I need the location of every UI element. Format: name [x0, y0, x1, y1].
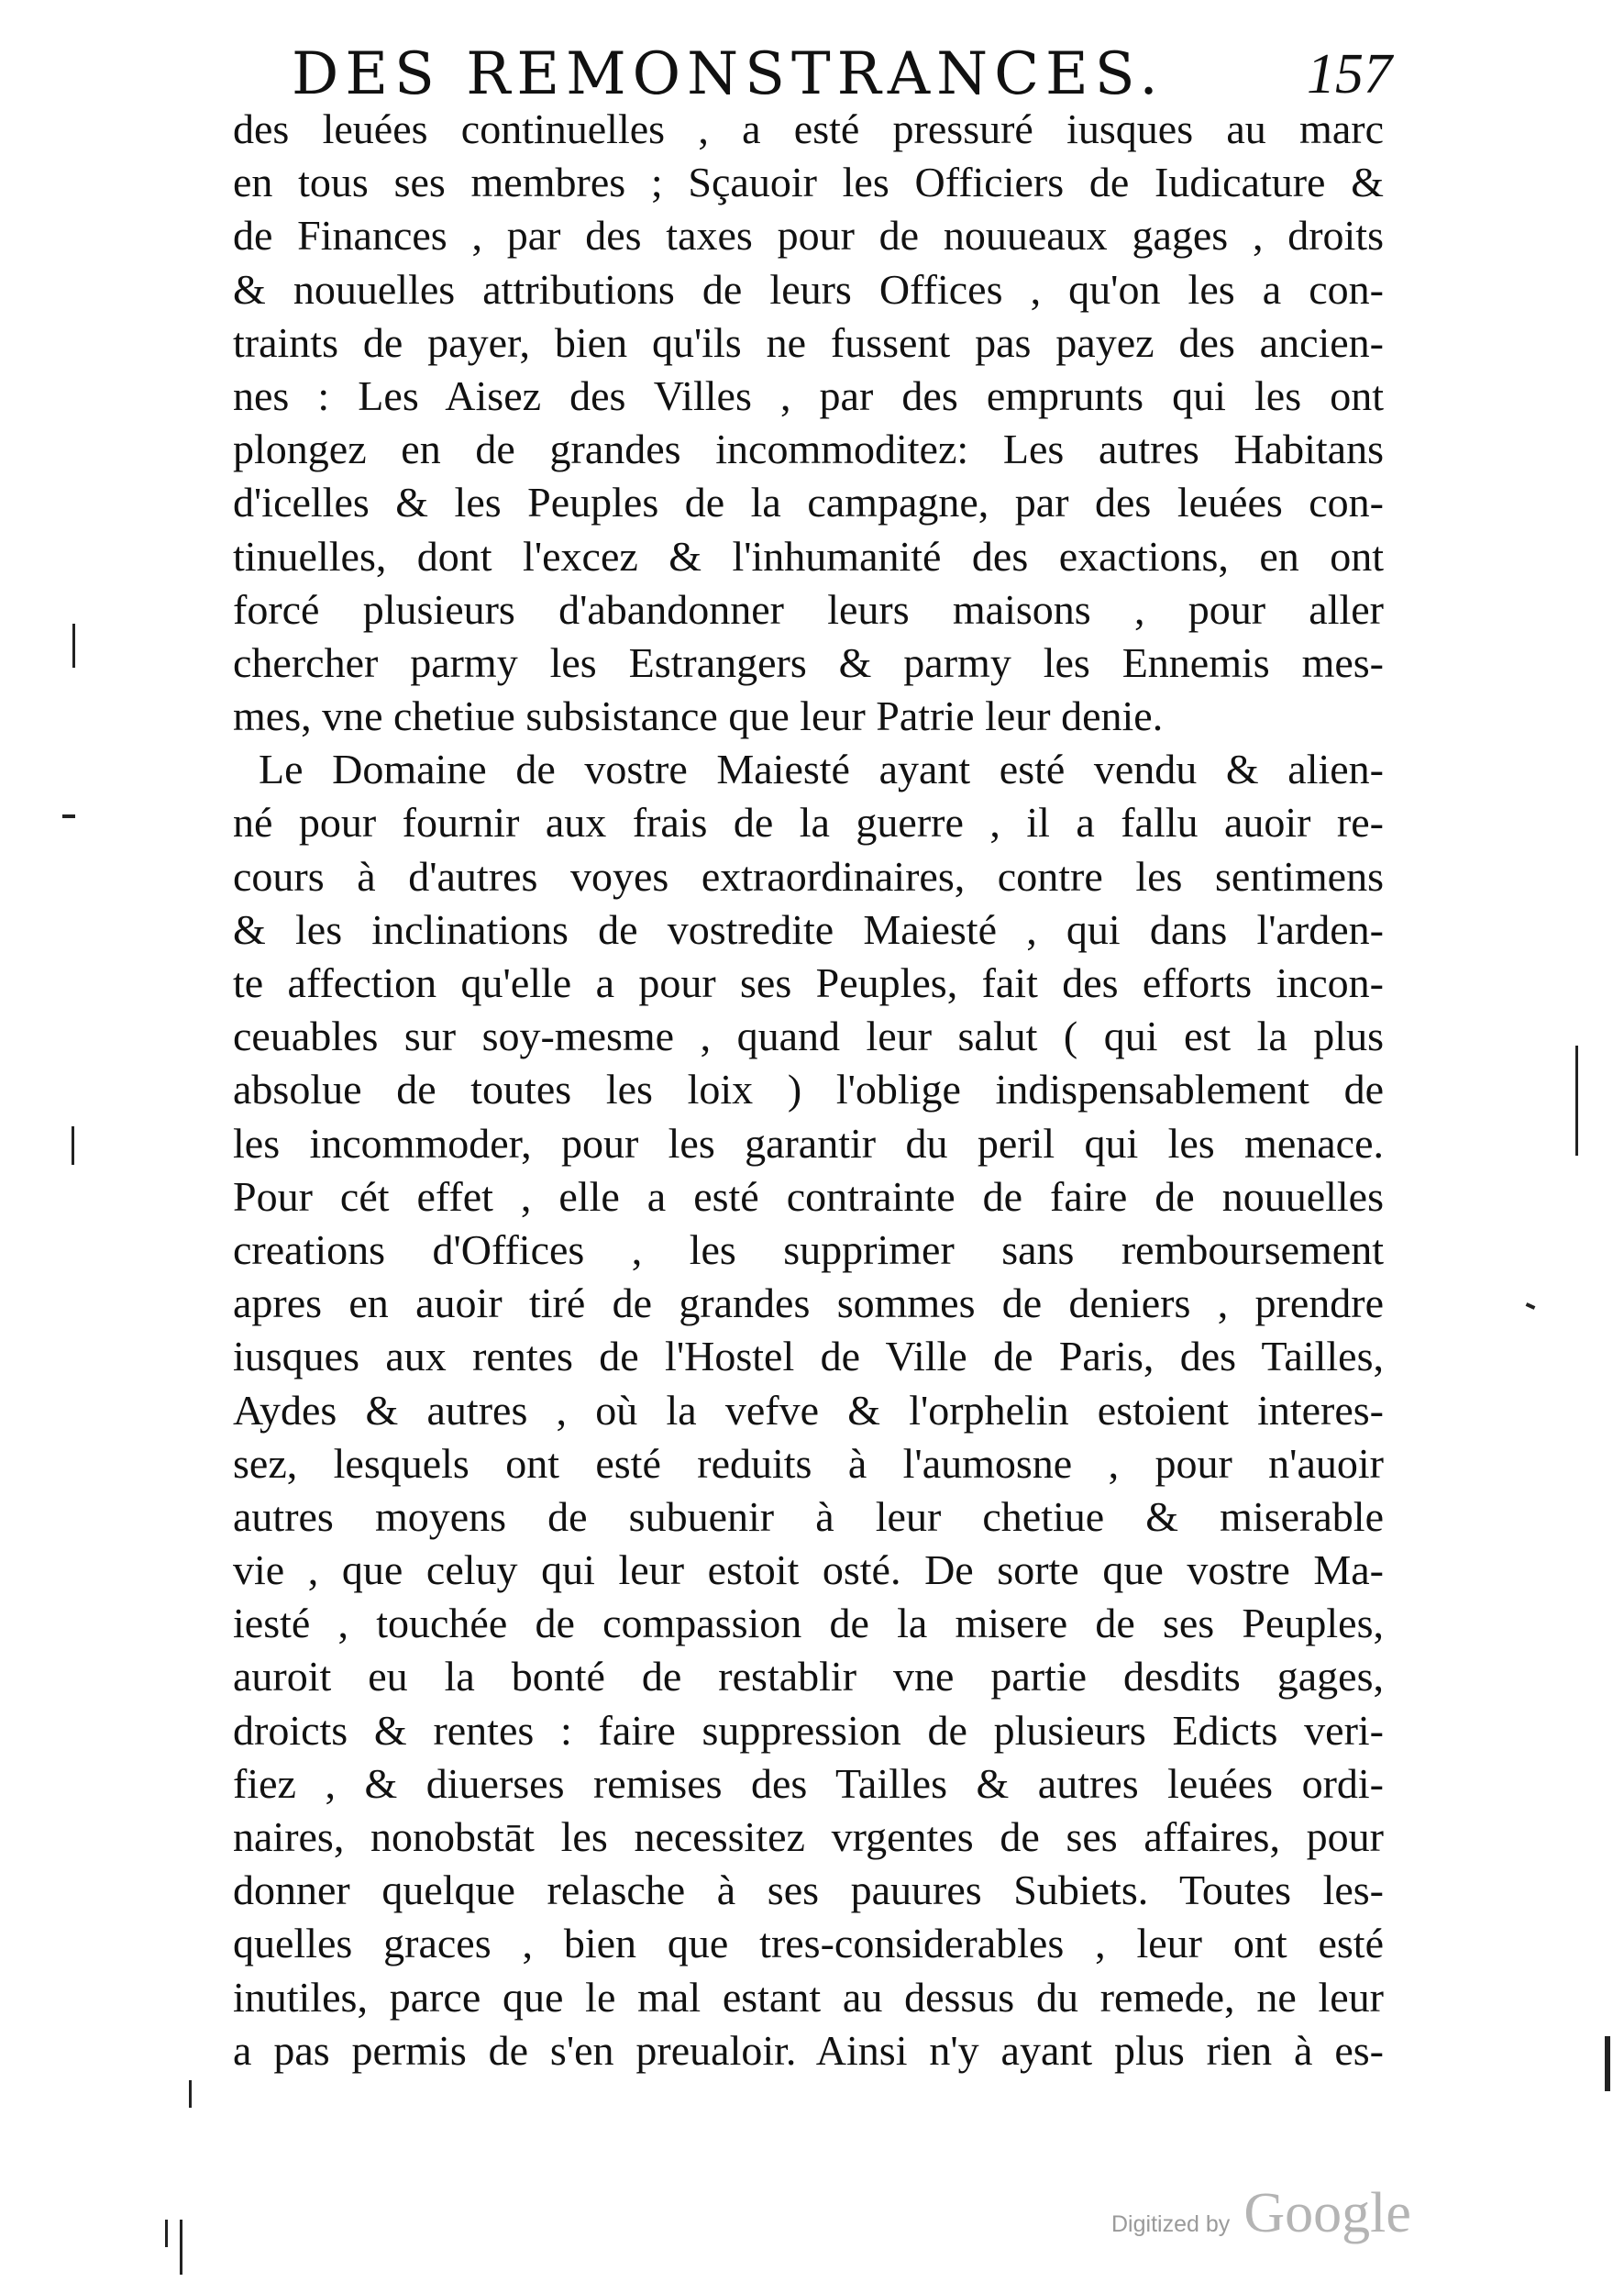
text-line: Le Domaine de vostre Maiesté ayant esté vendu & alien- — [259, 746, 1384, 793]
text-line: les incommoder, pour les garantir du peril qui les menace. — [233, 1119, 1384, 1167]
text-line: Pour cét effet , elle a esté contrainte de faire de nouuelles — [233, 1172, 1384, 1220]
text-line: te affection qu'elle a pour ses Peuples, fait des efforts incon- — [233, 959, 1384, 1006]
text-line: sez, lesquels ont esté reduits à l'aumosne , pour n'auoir — [233, 1439, 1384, 1487]
text-line: & les inclinations de vostredite Maiesté , qui dans l'arden- — [233, 905, 1384, 953]
text-line: iesté , touchée de compassion de la misere de ses Peuples, — [233, 1600, 1384, 1647]
text-line: traints de payer, bien qu'ils ne fussent pas payez des ancien- — [233, 318, 1384, 366]
text-line: & nouuelles attributions de leurs Offices , qu'on les a con- — [233, 265, 1384, 313]
running-head: DES REMONSTRANCES. — [292, 40, 1165, 108]
text-line: plongez en de grandes incommoditez: Les autres Habitans — [233, 426, 1384, 473]
text-line: mes, vne chetiue subsistance que leur Patrie leur denie. — [233, 692, 1164, 740]
text-line: quelles graces , bien que tres-considerables , leur ont esté — [233, 1920, 1384, 1967]
body-text — [233, 103, 1384, 2077]
text-line: des leuées continuelles , a esté pressuré iusques au marc — [233, 105, 1384, 152]
text-line: vie , que celuy qui leur estoit osté. De sorte que vostre Ma- — [233, 1546, 1384, 1594]
scan-speck — [165, 2220, 168, 2247]
scan-speck — [1605, 2036, 1610, 2091]
scan-speck — [1575, 1046, 1578, 1156]
scan-speck — [72, 624, 75, 668]
watermark-caption: Digitized by — [1111, 2211, 1231, 2237]
text-line: droicts & rentes : faire suppression de plusieurs Edicts veri- — [233, 1706, 1384, 1754]
text-line: chercher parmy les Estrangers & parmy les Ennemis mes- — [233, 638, 1384, 686]
scan-speck — [189, 2080, 192, 2108]
text-line: de Finances , par des taxes pour de nouueaux gages , droits — [233, 212, 1384, 260]
text-line: Aydes & autres , où la vefve & l'orphelin estoient interes- — [233, 1386, 1384, 1434]
text-line: cours à d'autres voyes extraordinaires, contre les sentimens — [233, 852, 1384, 900]
text-line: auroit eu la bonté de restablir vne partie desdits gages, — [233, 1653, 1384, 1700]
text-line: autres moyens de subuenir à leur chetiue & miserable — [233, 1492, 1384, 1540]
page-number: 157 — [1307, 43, 1392, 105]
text-line: forcé plusieurs d'abandonner leurs maisons , pour aller — [233, 585, 1384, 633]
scan-speck — [62, 814, 75, 818]
text-line: absolue de toutes les loix ) l'oblige indispensablement de — [233, 1066, 1384, 1113]
digitized-watermark — [1111, 2181, 1411, 2254]
text-line: creations d'Offices , les supprimer sans remboursement — [233, 1225, 1384, 1273]
text-line: nes : Les Aisez des Villes , par des emprunts qui les ont — [233, 371, 1384, 419]
text-line: a pas permis de s'en preualoir. Ainsi n'y ayant plus rien à es- — [233, 2026, 1384, 2074]
text-line: apres en auoir tiré de grandes sommes de deniers , prendre — [233, 1279, 1384, 1327]
text-line: naires, nonobstāt les necessitez vrgentes de ses affaires, pour — [233, 1813, 1384, 1860]
text-line: d'icelles & les Peuples de la campagne, par des leuées con- — [233, 479, 1384, 526]
text-line: ceuables sur soy-mesme , quand leur salut ( qui est la plus — [233, 1013, 1384, 1060]
scan-speck — [72, 1126, 74, 1165]
google-logo: Google — [1243, 2182, 1411, 2244]
scan-speck — [1526, 1302, 1536, 1310]
text-line: donner quelque relasche à ses pauures Subiets. Toutes les- — [233, 1867, 1384, 1914]
text-line: fiez , & diuerses remises des Tailles & autres leuées ordi- — [233, 1759, 1384, 1807]
text-line: inutiles, parce que le mal estant au dessus du remede, ne leur — [233, 1973, 1384, 2021]
text-line: iusques aux rentes de l'Hostel de Ville de Paris, des Tailles, — [233, 1333, 1384, 1380]
text-line: en tous ses membres ; Sçauoir les Officiers de Iudicature & — [233, 159, 1384, 206]
scan-speck — [180, 2220, 182, 2275]
text-line: né pour fournir aux frais de la guerre , il a fallu auoir re- — [233, 799, 1384, 847]
text-line: tinuelles, dont l'excez & l'inhumanité des exactions, en ont — [233, 532, 1384, 580]
